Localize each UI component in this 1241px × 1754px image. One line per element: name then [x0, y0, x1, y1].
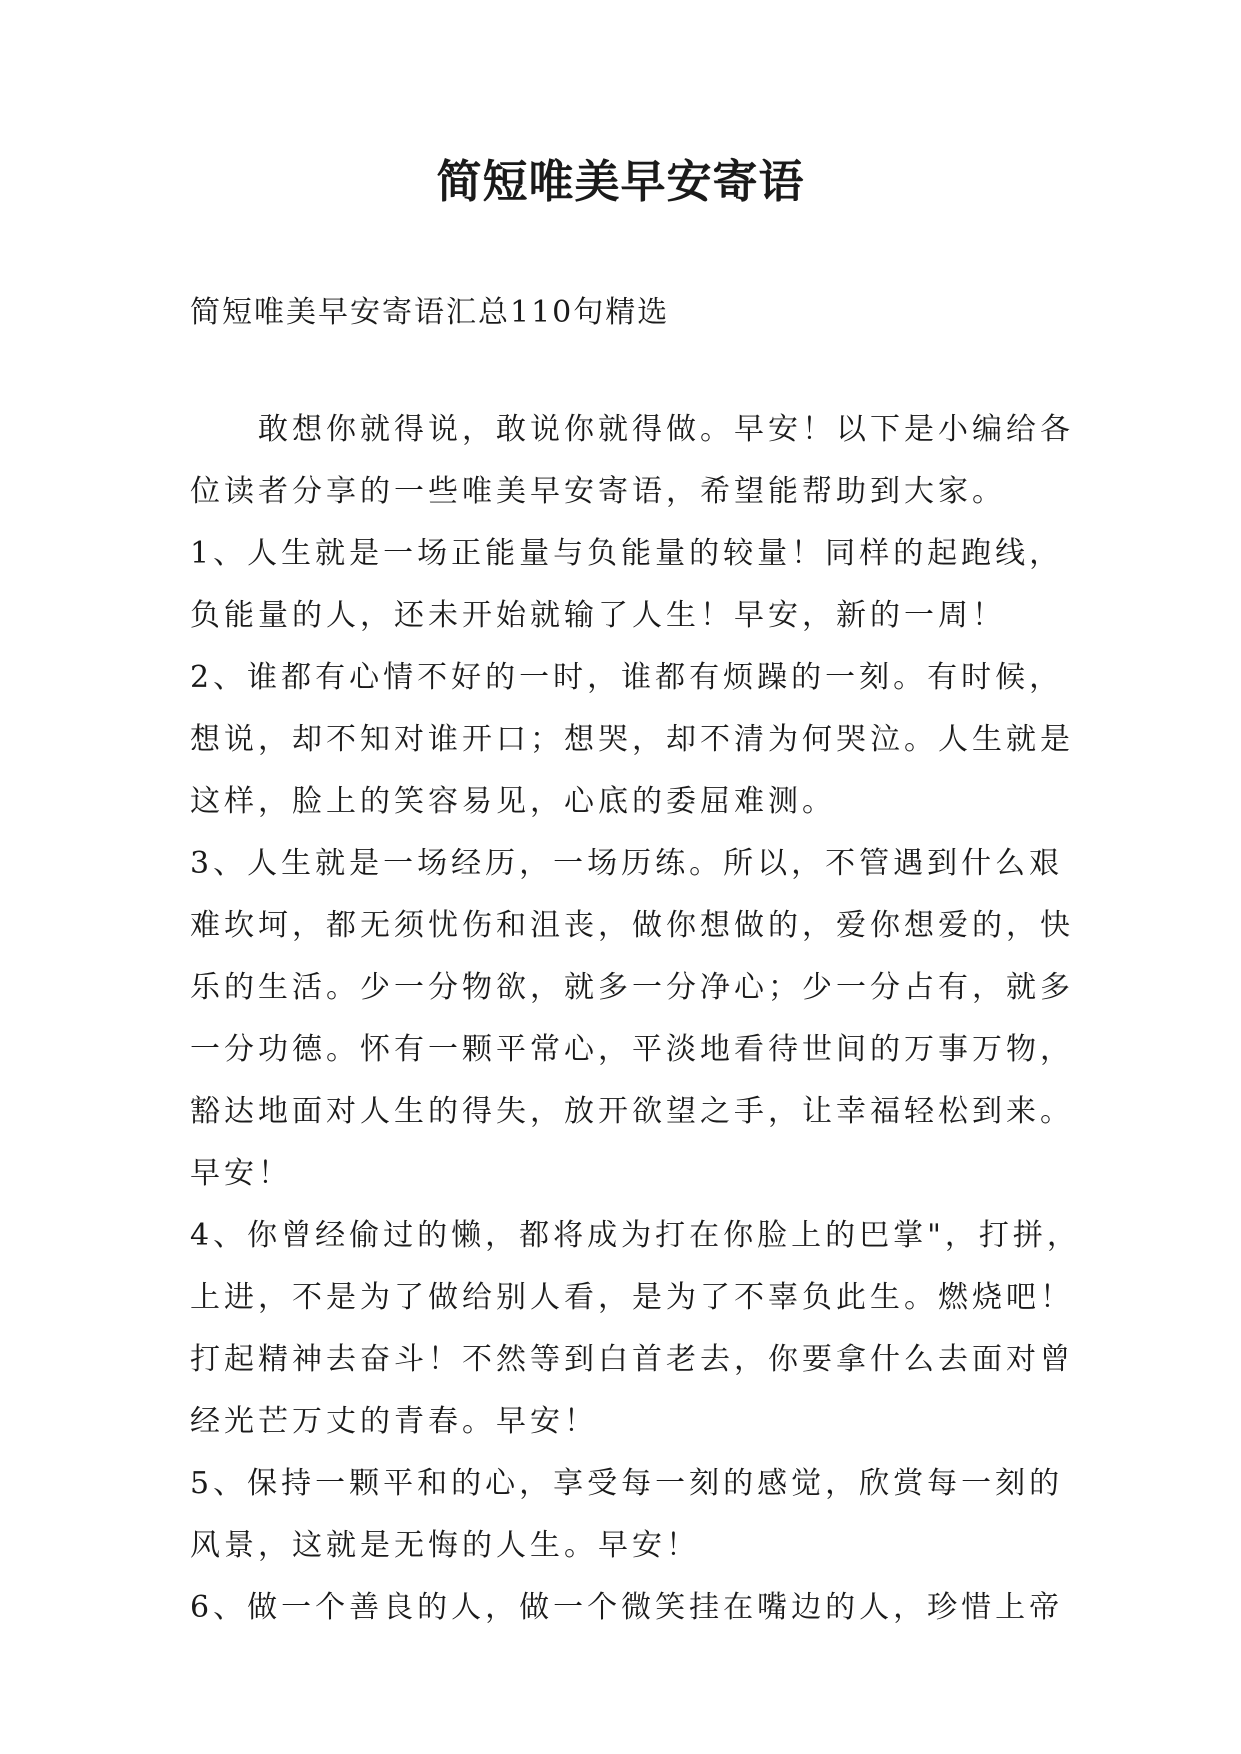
body-line: 位读者分享的一些唯美早安寄语，希望能帮助到大家。 [190, 474, 1006, 509]
body-line: 乐的生活。少一分物欲，就多一分净心；少一分占有，就多 [190, 970, 1074, 1005]
document-body [190, 399, 1081, 1639]
body-line: 5、保持一颗平和的心，享受每一刻的感觉，欣赏每一刻的 [190, 1466, 1064, 1501]
body-line: 打起精神去奋斗！不然等到白首老去，你要拿什么去面对曾 [190, 1342, 1074, 1377]
body-line: 1、人生就是一场正能量与负能量的较量！同样的起跑线， [190, 536, 1064, 571]
body-line: 这样，脸上的笑容易见，心底的委屈难测。 [190, 784, 836, 819]
body-line: 4、你曾经偷过的懒，都将成为打在你脸上的巴掌"，打拼， [190, 1218, 1081, 1253]
body-line: 负能量的人，还未开始就输了人生！早安，新的一周！ [190, 598, 1006, 633]
document-subtitle: 简短唯美早安寄语汇总110句精选 [190, 295, 670, 330]
body-line: 2、谁都有心情不好的一时，谁都有烦躁的一刻。有时候， [190, 660, 1064, 695]
body-line: 经光芒万丈的青春。早安！ [190, 1404, 598, 1439]
document-title: 简短唯美早安寄语 [436, 155, 805, 208]
body-line: 6、做一个善良的人，做一个微笑挂在嘴边的人，珍惜上帝 [190, 1590, 1064, 1625]
body-line: 早安！ [190, 1156, 292, 1191]
body-line: 风景，这就是无悔的人生。早安！ [190, 1528, 700, 1563]
body-line: 想说，却不知对谁开口；想哭，却不清为何哭泣。人生就是 [190, 722, 1074, 757]
body-line: 敢想你就得说，敢说你就得做。早安！以下是小编给各 [258, 412, 1074, 447]
body-line: 豁达地面对人生的得失，放开欲望之手，让幸福轻松到来。 [190, 1094, 1074, 1129]
body-line: 3、人生就是一场经历，一场历练。所以，不管遇到什么艰 [190, 846, 1064, 881]
body-line: 难坎坷，都无须忧伤和沮丧，做你想做的，爱你想爱的，快 [190, 908, 1074, 943]
body-line: 上进，不是为了做给别人看，是为了不辜负此生。燃烧吧！ [190, 1280, 1074, 1315]
body-line: 一分功德。怀有一颗平常心，平淡地看待世间的万事万物， [190, 1032, 1074, 1067]
